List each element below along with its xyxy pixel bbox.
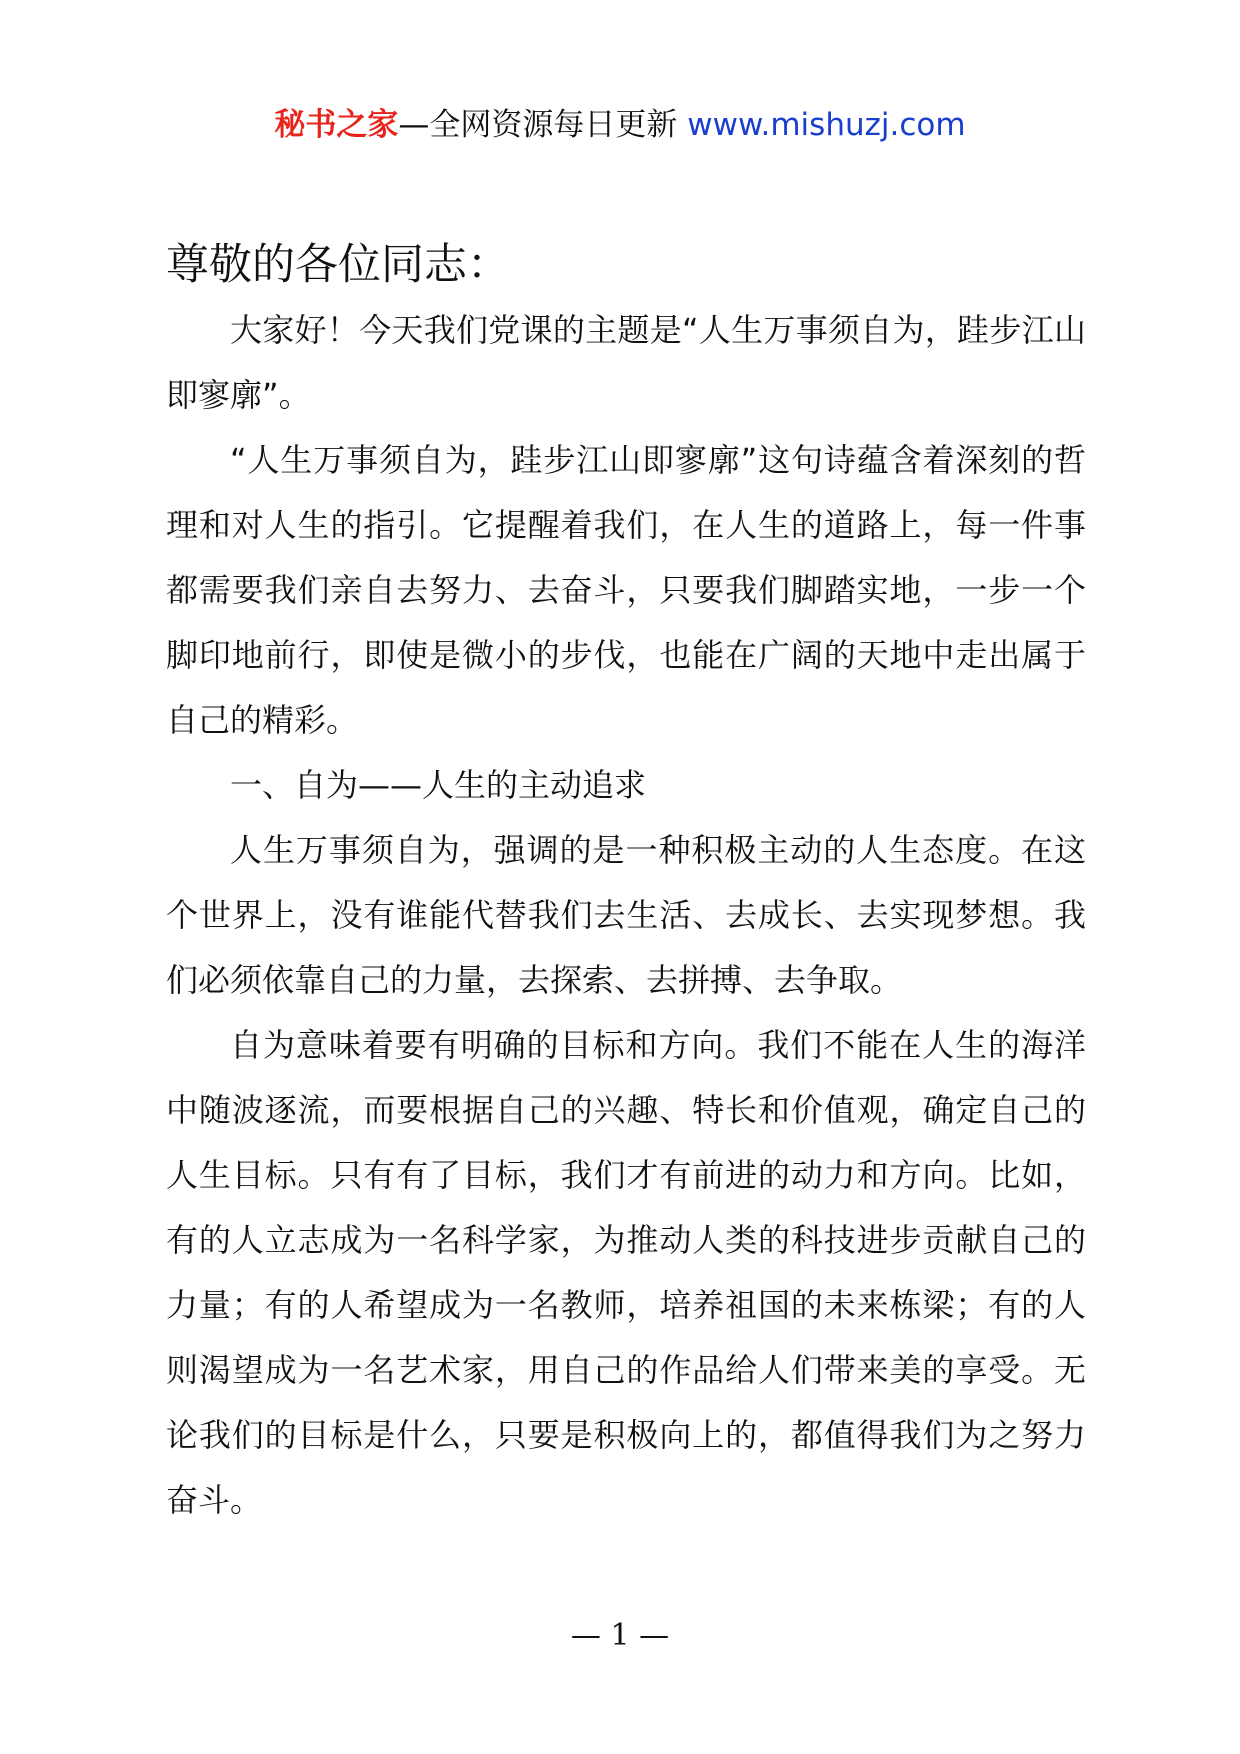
section-heading-1: 一、自为——人生的主动追求 — [230, 766, 647, 804]
paragraph-greeting: 大家好！今天我们党课的主题是“人生万事须自为，跬步江山即寥廓”。 — [166, 311, 1086, 414]
site-tagline: —全网资源每日更新 — [398, 107, 688, 143]
page-number: — 1 — — [570, 1618, 670, 1653]
salutation: 尊敬的各位同志： — [166, 240, 510, 290]
paragraph-intro: “人生万事须自为，跬步江山即寥廓”这句诗蕴含着深刻的哲理和对人生的指引。它提醒着我们，在人生的道路上，每一件事都需要我们亲自去努力、去奋斗，只要我们脚踏实地，一步一个脚印地前行，即使是微小的步伐，也能在广阔的天地中走出属于自己的精彩。 — [166, 441, 1086, 739]
site-header — [0, 100, 1240, 150]
site-brand: 秘书之家 — [274, 107, 399, 143]
site-url-link[interactable]: www.mishuzj.com — [687, 107, 966, 143]
paragraph-body-1: 人生万事须自为，强调的是一种积极主动的人生态度。在这个世界上，没有谁能代替我们去生活、去成长、去实现梦想。我们必须依靠自己的力量，去探索、去拼搏、去争取。 — [166, 831, 1086, 999]
document-body — [166, 232, 1086, 1533]
paragraph-body-2: 自为意味着要有明确的目标和方向。我们不能在人生的海洋中随波逐流，而要根据自己的兴趣、特长和价值观，确定自己的人生目标。只有有了目标，我们才有前进的动力和方向。比如，有的人立志成为一名科学家，为推动人类的科技进步贡献自己的力量；有的人希望成为一名教师，培养祖国的未来栋梁；有的人则渴望成为一名艺术家，用自己的作品给人们带来美的享受。无论我们的目标是什么，只要是积极向上的，都值得我们为之努力奋斗。 — [166, 1026, 1086, 1519]
